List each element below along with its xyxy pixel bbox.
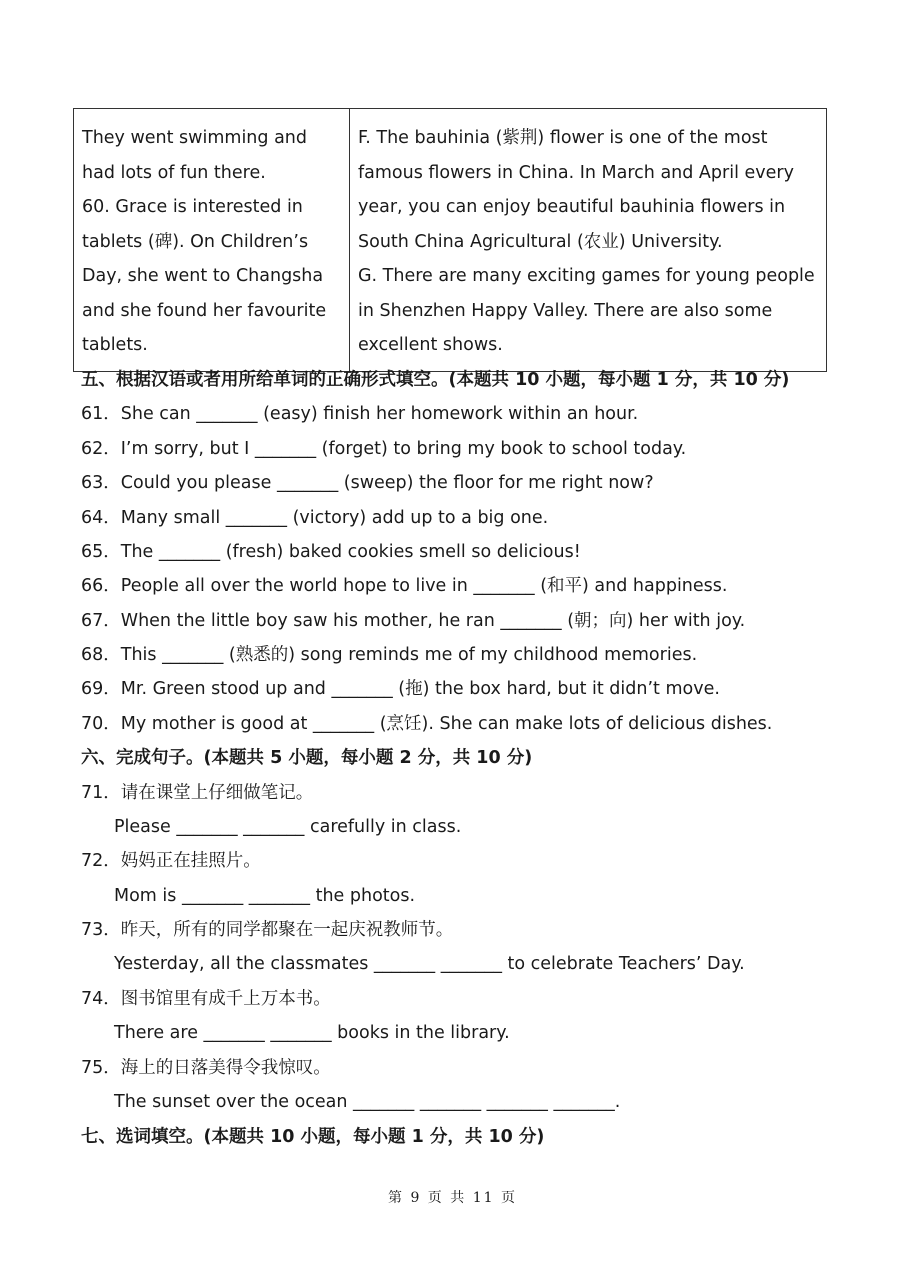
question-71-answer: Please _______ _______ carefully in class. bbox=[114, 817, 462, 837]
question-73-answer: Yesterday, all the classmates _______ _______ to celebrate Teachers’ Day. bbox=[114, 954, 745, 974]
question-69: 69．Mr. Green stood up and _______ (拖) the box hard, but it didn’t move. bbox=[81, 679, 720, 699]
matching-table bbox=[73, 108, 827, 372]
question-75-prompt: 75．海上的日落美得令我惊叹。 bbox=[81, 1058, 331, 1078]
question-73-prompt: 73．昨天，所有的同学都聚在一起庆祝教师节。 bbox=[81, 920, 454, 940]
question-65: 65．The _______ (fresh) baked cookies smell so delicious! bbox=[81, 542, 581, 562]
section-heading-6: 六、完成句子。(本题共 5 小题，每小题 2 分，共 10 分) bbox=[81, 748, 533, 768]
question-62: 62．I’m sorry, but I _______ (forget) to bring my book to school today. bbox=[81, 439, 687, 459]
page-number-footer: 第 9 页 共 11 页 bbox=[388, 1190, 517, 1206]
question-72-prompt: 72．妈妈正在挂照片。 bbox=[81, 851, 261, 871]
table-row bbox=[74, 109, 827, 372]
question-75-answer: The sunset over the ocean _______ _______ _______ _______. bbox=[114, 1092, 621, 1112]
right-paragraph: G. There are many exciting games for young people in Shenzhen Happy Valley. There are also some excellent shows. bbox=[358, 266, 815, 355]
right-paragraph: F. The bauhinia (紫荆) flower is one of the most famous flowers in China. In March and April every year, you can enjoy beautiful bauhinia flowers in South China Agricultural (农业) University. bbox=[358, 128, 794, 252]
question-68: 68．This _______ (熟悉的) song reminds me of my childhood memories. bbox=[81, 645, 698, 665]
left-paragraph: They went swimming and had lots of fun there. bbox=[82, 128, 307, 183]
question-66: 66．People all over the world hope to live in _______ (和平) and happiness. bbox=[81, 576, 728, 596]
question-64: 64．Many small _______ (victory) add up to a big one. bbox=[81, 508, 549, 528]
question-74-prompt: 74．图书馆里有成千上万本书。 bbox=[81, 989, 331, 1009]
question-71-prompt: 71．请在课堂上仔细做笔记。 bbox=[81, 783, 314, 803]
table-left-cell bbox=[74, 109, 350, 372]
question-63: 63．Could you please _______ (sweep) the floor for me right now? bbox=[81, 473, 654, 493]
question-61: 61．She can _______ (easy) finish her homework within an hour. bbox=[81, 404, 639, 424]
left-paragraph: 60. Grace is interested in tablets (碑). On Children’s Day, she went to Changsha and she found her favourite tablets. bbox=[82, 197, 327, 355]
question-70: 70．My mother is good at _______ (烹饪). She can make lots of delicious dishes. bbox=[81, 714, 773, 734]
section-heading-7: 七、选词填空。(本题共 10 小题，每小题 1 分，共 10 分) bbox=[81, 1127, 545, 1147]
question-67: 67．When the little boy saw his mother, he ran _______ (朝；向) her with joy. bbox=[81, 611, 746, 631]
table-right-cell bbox=[350, 109, 827, 372]
question-72-answer: Mom is _______ _______ the photos. bbox=[114, 886, 416, 906]
section-heading-5: 五、根据汉语或者用所给单词的正确形式填空。(本题共 10 小题，每小题 1 分，共 10 分) bbox=[81, 370, 790, 390]
question-74-answer: There are _______ _______ books in the library. bbox=[114, 1023, 510, 1043]
